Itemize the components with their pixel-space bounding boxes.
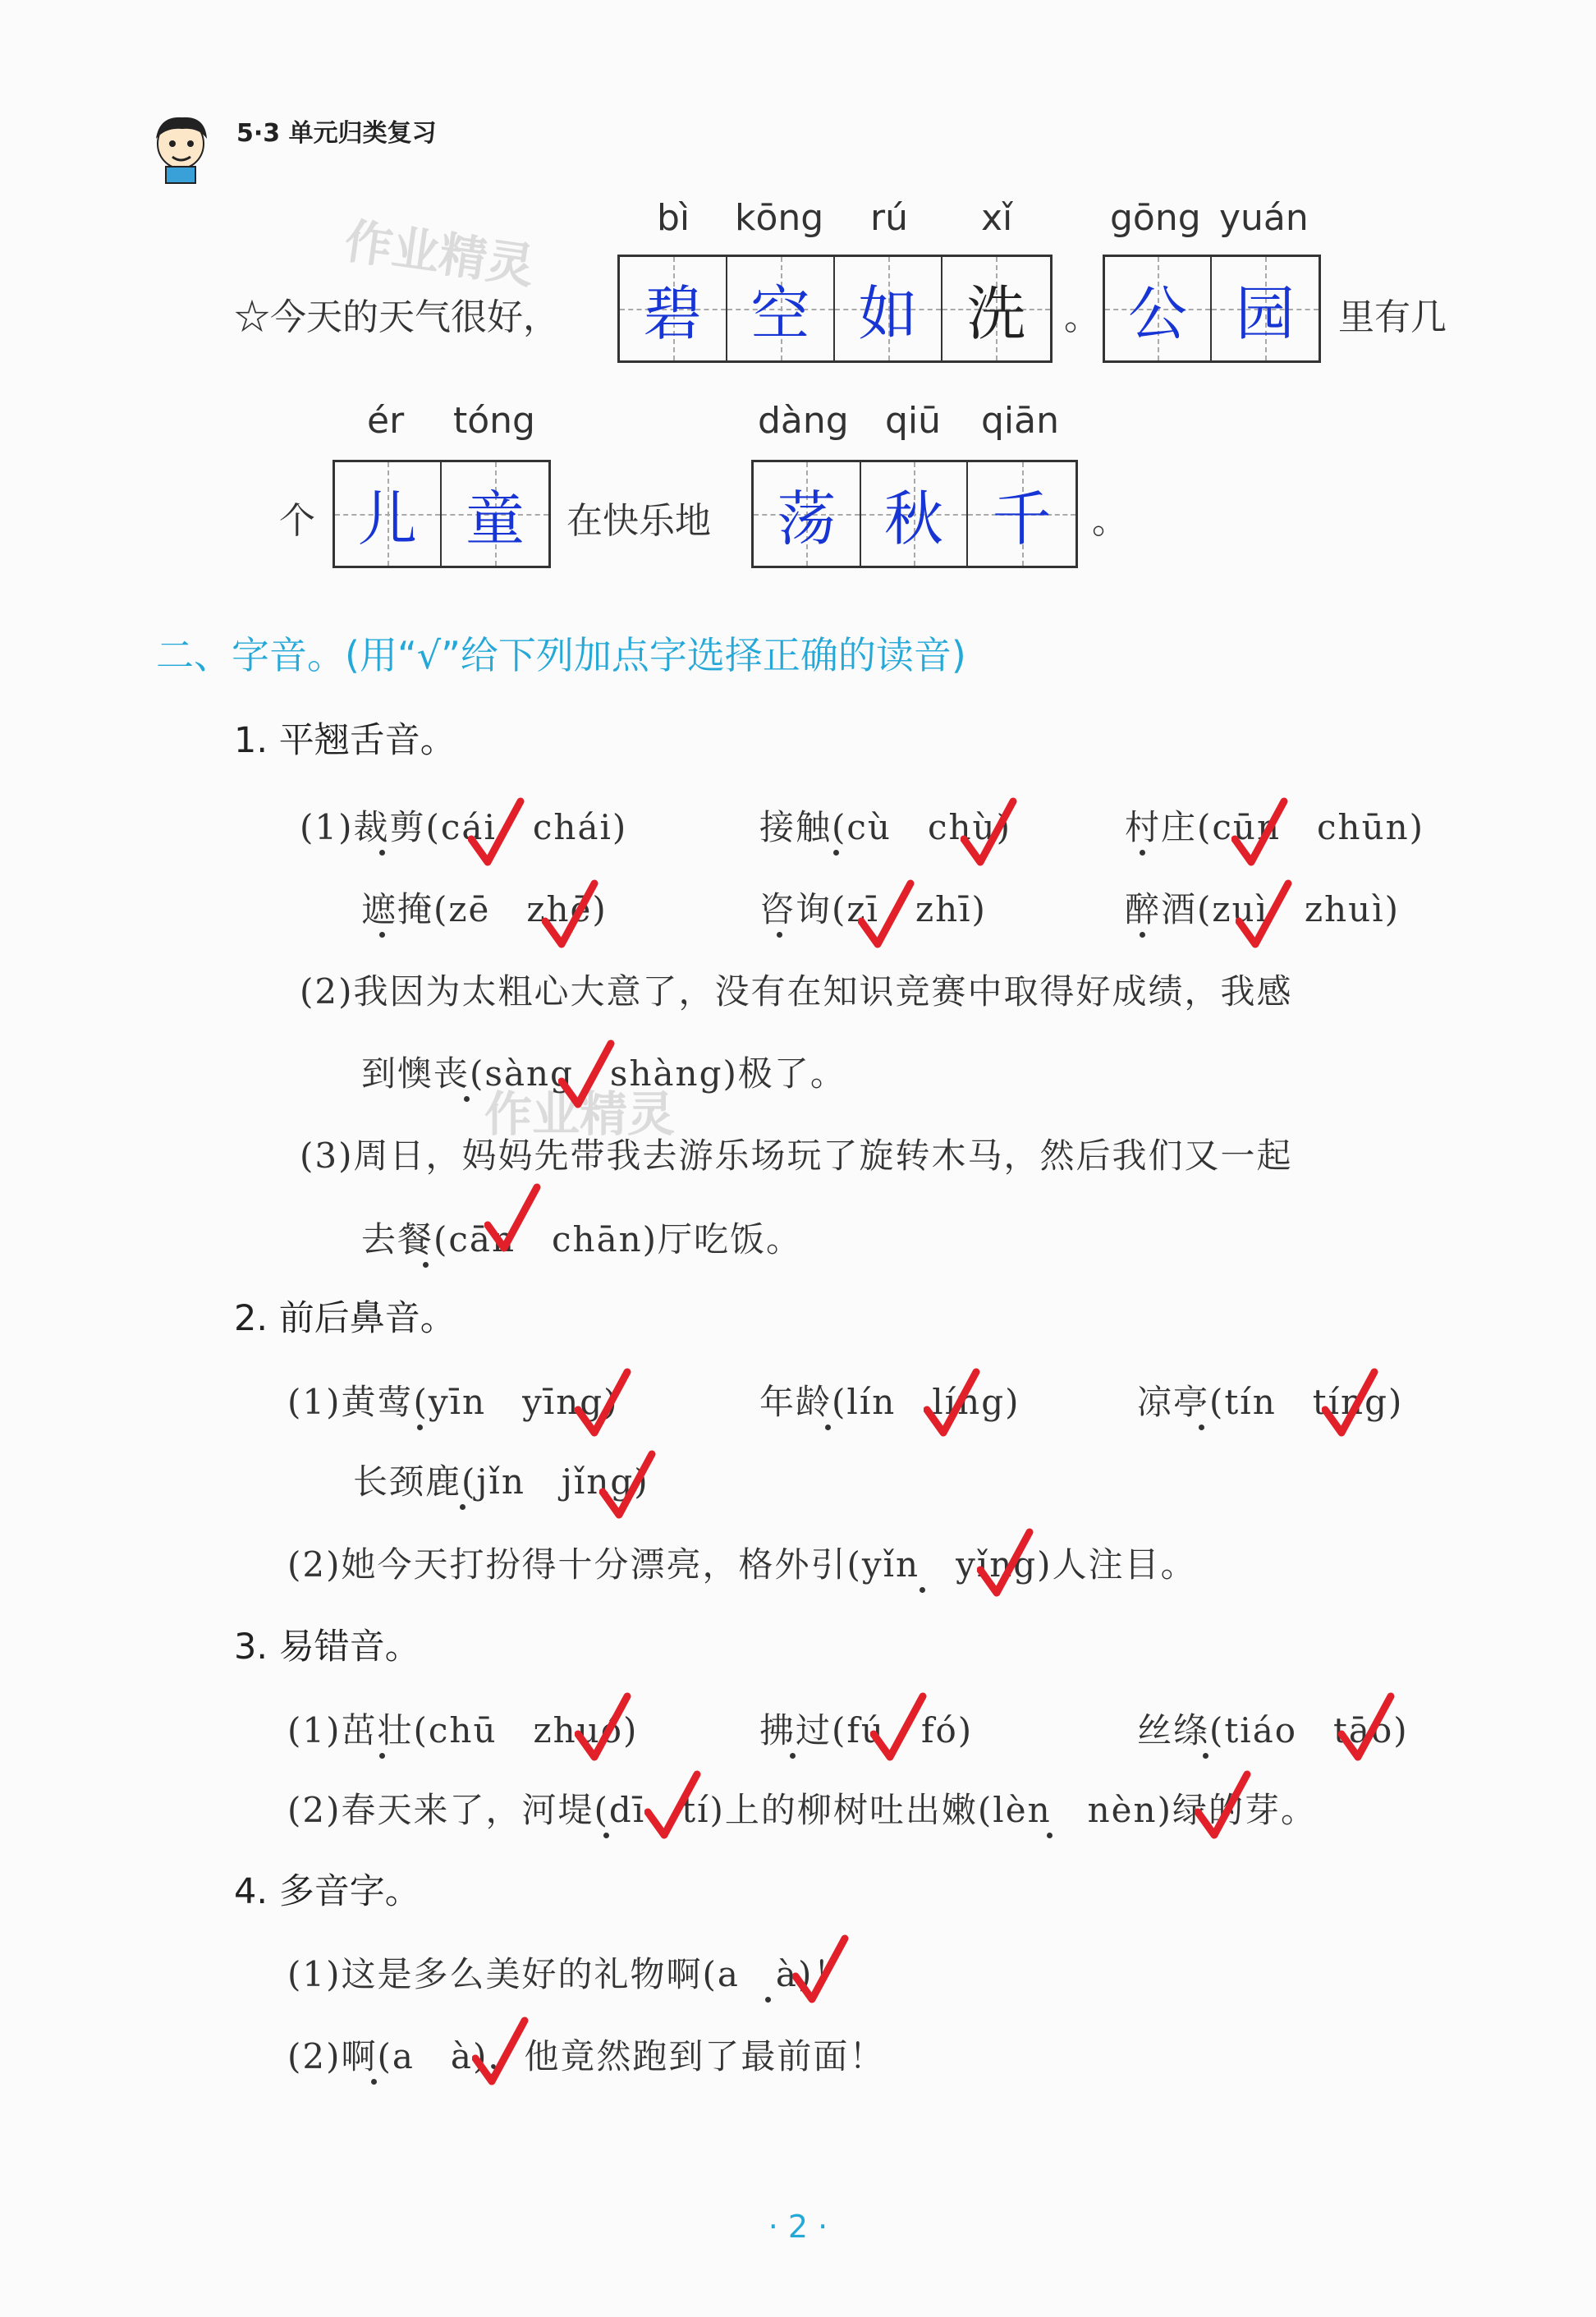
check-mark-icon <box>644 1769 702 1843</box>
emphasis-dot <box>603 1833 609 1838</box>
exercise-line: (2)春天来了，河堤(dī tí)上的柳树吐出嫩(lèn nèn)绿的芽。 <box>287 1790 1317 1830</box>
exercise-line: (1)茁壮(chū zhuó) <box>287 1710 639 1750</box>
answer-cell: 童 <box>442 462 548 566</box>
check-mark-icon <box>1231 796 1289 870</box>
answer-box <box>332 460 551 568</box>
check-mark-icon <box>924 1367 981 1441</box>
subsection-title: 4. 多音字。 <box>234 1871 420 1912</box>
emphasis-dot <box>1140 850 1145 856</box>
answer-cell: 秋 <box>861 462 969 566</box>
pinyin: qiān <box>981 400 1060 442</box>
pinyin: qiū <box>885 400 942 442</box>
emphasis-dot <box>379 932 385 938</box>
check-mark-icon <box>575 1691 632 1765</box>
pinyin: gōng <box>1110 197 1201 239</box>
emphasis-dot <box>833 850 839 856</box>
answer-box <box>751 460 1078 568</box>
answer-cell: 公 <box>1105 257 1212 360</box>
emphasis-dot <box>777 932 782 938</box>
emphasis-dot <box>790 1753 796 1759</box>
passage-text: 。 <box>1092 500 1128 542</box>
subsection-title: 1. 平翘舌音。 <box>234 720 456 761</box>
emphasis-dot <box>920 1587 925 1593</box>
exercise-line: 到懊丧(sàng shàng)极了。 <box>361 1053 846 1094</box>
check-mark-icon <box>977 1527 1034 1601</box>
passage-text: 在快乐地 <box>566 500 711 542</box>
emphasis-dot <box>371 2079 377 2085</box>
subsection-title: 3. 易错音。 <box>234 1626 420 1668</box>
pinyin: yuán <box>1219 197 1309 239</box>
check-mark-icon <box>599 1449 657 1523</box>
pinyin: dàng <box>758 400 849 442</box>
emphasis-dot <box>1203 1753 1208 1759</box>
answer-cell: 空 <box>727 257 835 360</box>
check-mark-icon <box>468 796 525 870</box>
check-mark-icon <box>870 1691 928 1765</box>
exercise-line: (2)啊(a à)，他竟然跑到了最前面！ <box>287 2036 886 2076</box>
pinyin: tóng <box>453 400 535 442</box>
check-mark-icon <box>472 2016 530 2090</box>
check-mark-icon <box>558 1039 616 1113</box>
emphasis-dot <box>379 850 385 856</box>
emphasis-dot <box>1047 1833 1053 1838</box>
emphasis-dot <box>423 1262 429 1268</box>
check-mark-icon <box>1236 879 1293 952</box>
exercise-line: 咨询(zī zhī) <box>759 889 987 929</box>
emphasis-dot <box>1199 1425 1204 1430</box>
exercise-line: (1)黄莺(yīn yīng) <box>287 1382 619 1422</box>
check-mark-icon <box>542 879 599 952</box>
check-mark-icon <box>1195 1769 1252 1843</box>
pinyin: bì <box>657 197 690 239</box>
exercise-line: 丝绦(tiáo tāo) <box>1137 1710 1409 1750</box>
exercise-line: 遮掩(zē zhē) <box>361 889 608 929</box>
check-mark-icon <box>858 879 915 952</box>
section-title: 二、字音。(用“√”给下列加点字选择正确的读音) <box>156 633 966 677</box>
exercise-line: 年龄(lín líng) <box>759 1382 1020 1422</box>
answer-cell: 千 <box>968 462 1075 566</box>
answer-cell: 荡 <box>754 462 861 566</box>
pinyin: ér <box>367 400 405 442</box>
unit-title: 5·3 单元归类复习 <box>236 119 437 148</box>
watermark: 作业精灵 <box>484 1086 676 1142</box>
emphasis-dot <box>417 1425 423 1430</box>
exercise-line: 醉酒(zuì zhuì) <box>1125 889 1401 929</box>
answer-cell: 如 <box>835 257 942 360</box>
check-mark-icon <box>1322 1367 1379 1441</box>
exercise-line: (2)她今天打扮得十分漂亮，格外引(yǐn yǐng)人注目。 <box>287 1544 1197 1585</box>
passage-text: 。 <box>1064 296 1100 338</box>
pinyin: rú <box>870 197 908 239</box>
exercise-line: 接触(cù chù) <box>759 807 1011 847</box>
pinyin: xǐ <box>981 197 1013 239</box>
emphasis-dot <box>379 1753 385 1759</box>
exercise-line: (1)裁剪(cái chái) <box>300 807 628 847</box>
emphasis-dot <box>460 1504 466 1510</box>
answer-box <box>617 255 1053 363</box>
exercise-line: (2)我因为太粗心大意了，没有在知识竞赛中取得好成绩，我感 <box>300 971 1293 1012</box>
check-mark-icon <box>961 796 1018 870</box>
exercise-line: 凉亭(tín tíng) <box>1137 1382 1404 1422</box>
passage-text: 个 <box>279 500 315 542</box>
answer-cell: 碧 <box>620 257 727 360</box>
exercise-line: (1)这是多么美好的礼物啊(a à)！ <box>287 1954 850 1994</box>
student-avatar-icon <box>148 111 215 185</box>
answer-box <box>1103 255 1321 363</box>
answer-cell: 园 <box>1212 257 1319 360</box>
watermark: 作业精灵 <box>341 213 538 295</box>
answer-cell: 洗 <box>942 257 1050 360</box>
emphasis-dot <box>765 1997 771 2003</box>
exercise-line: 村庄(cūn chūn) <box>1125 807 1425 847</box>
exercise-line: 长颈鹿(jǐn jǐng) <box>353 1461 649 1502</box>
passage-text: ☆今天的天气很好， <box>234 296 559 338</box>
check-mark-icon <box>1338 1691 1396 1765</box>
exercise-line: (3)周日，妈妈先带我去游乐场玩了旋转木马，然后我们又一起 <box>300 1136 1293 1176</box>
passage-text: 里有几 <box>1338 296 1447 338</box>
emphasis-dot <box>1140 932 1145 938</box>
exercise-line: 拂过(fú fó) <box>759 1710 974 1750</box>
check-mark-icon <box>575 1367 632 1441</box>
emphasis-dot <box>825 1425 831 1430</box>
page-number: · 2 · <box>768 2209 828 2245</box>
pinyin: kōng <box>735 197 824 239</box>
exercise-line: 去餐(cān chān)厅吃饭。 <box>361 1219 803 1259</box>
emphasis-dot <box>464 1096 470 1102</box>
check-mark-icon <box>792 1934 850 2007</box>
check-mark-icon <box>484 1182 542 1256</box>
subsection-title: 2. 前后鼻音。 <box>234 1298 456 1339</box>
answer-cell: 儿 <box>335 462 442 566</box>
